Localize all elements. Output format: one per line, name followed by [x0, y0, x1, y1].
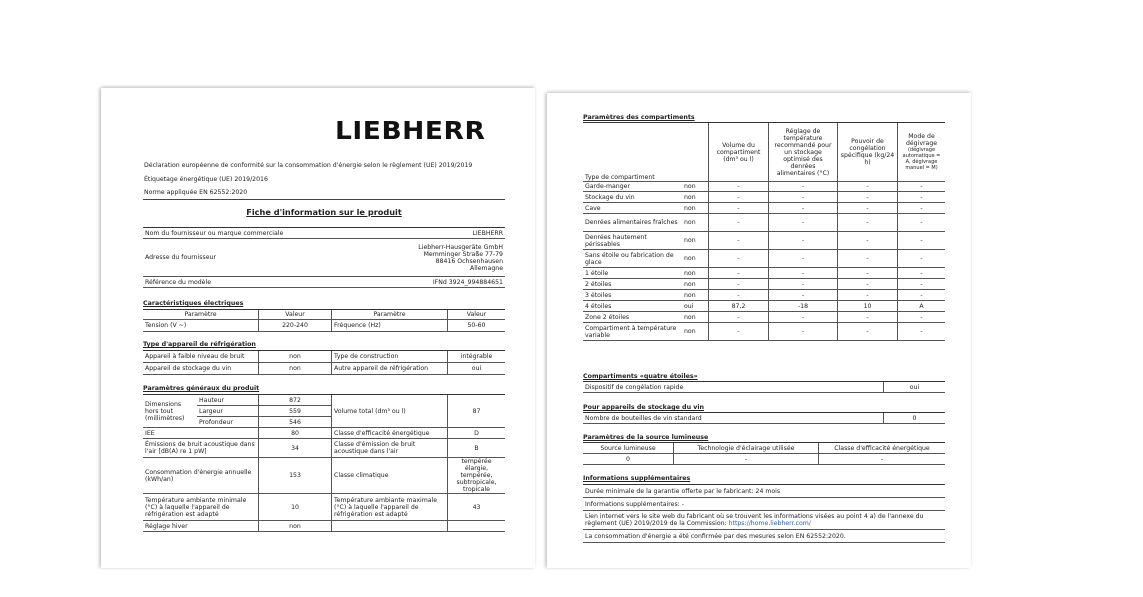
compartment-type: 3 étoiles — [583, 290, 682, 301]
compartment-row — [583, 203, 945, 214]
compartment-cell: 10 — [838, 301, 898, 312]
product-sheet-page-1 — [101, 88, 535, 568]
info-line: La consommation d'énergie a été confirmée par des mesures selon EN 62552:2020. — [583, 530, 945, 543]
cell: Tension (V ~) — [143, 320, 259, 332]
compartment-cell: non — [682, 290, 709, 301]
compartment-cell: non — [682, 268, 709, 279]
cell: Température ambiante maximale (°C) à laquelle l'appareil de réfrigération est adapté — [332, 494, 448, 521]
compartment-cell: - — [898, 279, 946, 290]
compartment-cell: - — [709, 312, 769, 323]
col-header — [682, 123, 709, 182]
col-header: Pouvoir de congélation spécifique (kg/24 h) — [838, 123, 898, 182]
compartment-cell: non — [682, 279, 709, 290]
col-header: Paramètre — [143, 310, 259, 320]
compartment-cell: - — [709, 268, 769, 279]
cell: Appareil de stockage du vin — [143, 363, 259, 375]
divider — [143, 199, 505, 200]
compartment-cell: - — [769, 279, 838, 290]
cell: Classe d'émission de bruit acoustique dans l'air — [332, 439, 448, 458]
compartment-cell: - — [838, 279, 898, 290]
compartment-cell: - — [769, 232, 838, 250]
info-line: Lien internet vers le site web du fabricant où se trouvent les informations visées au point 4 a) de l'annexe du règlement (UE) 2019/2019 de la Commission: https://home.liebherr.com/ — [583, 511, 945, 530]
cell: 80 — [259, 428, 332, 439]
compartment-cell: non — [682, 192, 709, 203]
cell: Classe d'efficacité énergétique — [332, 428, 448, 439]
compartment-cell: - — [709, 250, 769, 268]
section-four-star: Compartiments «quatre étoiles» — [583, 373, 698, 380]
compartment-type: 1 étoile — [583, 268, 682, 279]
col-header: Volume du compartiment (dm³ ou l) — [709, 123, 769, 182]
compartment-cell: - — [769, 192, 838, 203]
cell: Température ambiante minimale (°C) à laquelle l'appareil de réfrigération est adapté — [143, 494, 259, 521]
col-header: Valeur — [259, 310, 332, 320]
model-value: IFNd 3924_994884651 — [366, 277, 505, 288]
compartment-cell: - — [769, 268, 838, 279]
cell: Autre appareil de réfrigération — [332, 363, 448, 375]
compartment-cell: non — [682, 214, 709, 232]
cell: Classe climatique — [332, 458, 448, 494]
address-value: Liebherr-Hausgeräte GmbH Memminger Straße 77-79 88416 Ochsenhausen Allemagne — [366, 239, 505, 277]
compartment-cell: - — [898, 181, 946, 192]
cell: - — [674, 454, 819, 465]
cell: 34 — [259, 439, 332, 458]
compartment-cell: - — [838, 232, 898, 250]
compartment-row — [583, 290, 945, 301]
compartment-type: Sans étoile ou fabrication de glace — [583, 250, 682, 268]
compartment-cell: - — [898, 250, 946, 268]
dimensions-label: Dimensions hors tout (millimètres) — [143, 395, 197, 428]
compartment-cell: - — [709, 181, 769, 192]
compartment-cell: - — [769, 181, 838, 192]
col-header: Mode de dégivrage (dégivrage automatique = A, dégivrage manuel = M) — [898, 123, 946, 182]
dim-name: Profondeur — [197, 417, 259, 428]
compartment-row — [583, 279, 945, 290]
compartment-cell: - — [709, 279, 769, 290]
section-fridge-type: Type d'appareil de réfrigération — [143, 341, 256, 348]
compartment-cell: - — [838, 312, 898, 323]
header-line-2: Étiquetage énergétique (UE) 2019/2016 — [144, 176, 268, 183]
cell: 0 — [884, 413, 946, 424]
compartment-cell: - — [838, 203, 898, 214]
address-label: Adresse du fournisseur — [143, 239, 366, 277]
compartment-cell: non — [682, 203, 709, 214]
compartment-type: Denrées alimentaires fraîches — [583, 214, 682, 232]
compartment-cell: - — [709, 232, 769, 250]
cell: Nombre de bouteilles de vin standard — [583, 413, 884, 424]
compartment-type: 2 étoiles — [583, 279, 682, 290]
compartment-cell: oui — [682, 301, 709, 312]
dim-name: Largeur — [197, 406, 259, 417]
cell: non — [259, 351, 332, 363]
supplier-label: Nom du fournisseur ou marque commerciale — [143, 228, 366, 239]
section-wine: Pour appareils de stockage du vin — [583, 404, 704, 411]
compartment-row — [583, 323, 945, 341]
section-general: Paramètres généraux du produit — [143, 385, 260, 392]
compartment-type: Zone 2 étoiles — [583, 312, 682, 323]
cell: intégrable — [448, 351, 506, 363]
compartment-cell: - — [898, 214, 946, 232]
cell: Consommation d'énergie annuelle (kWh/an) — [143, 458, 259, 494]
product-sheet-page-2 — [547, 93, 971, 568]
compartment-cell: - — [709, 323, 769, 341]
manufacturer-link[interactable]: https://home.liebherr.com/ — [728, 520, 811, 527]
cell: Réglage hiver — [143, 521, 259, 532]
cell: Émissions de bruit acoustique dans l'air [dB(A) re 1 pW] — [143, 439, 259, 458]
compartment-cell: non — [682, 181, 709, 192]
compartment-cell: -18 — [769, 301, 838, 312]
cell: non — [259, 521, 332, 532]
dim-name: Hauteur — [197, 395, 259, 406]
compartment-cell: 87,2 — [709, 301, 769, 312]
dim-value: 872 — [259, 395, 332, 406]
cell: oui — [448, 363, 506, 375]
compartment-cell: - — [898, 192, 946, 203]
electrical-table — [143, 309, 505, 332]
cell: Type de construction — [332, 351, 448, 363]
compartment-cell: - — [769, 312, 838, 323]
col-header: Paramètre — [332, 310, 448, 320]
compartment-cell: - — [898, 268, 946, 279]
compartment-type: Cave — [583, 203, 682, 214]
section-light: Paramètres de la source lumineuse — [583, 434, 709, 441]
compartment-cell: A — [898, 301, 946, 312]
compartment-cell: - — [838, 323, 898, 341]
cell: - — [819, 454, 946, 465]
cell: B — [448, 439, 506, 458]
col-header: Type de compartiment — [583, 123, 682, 182]
cell: 10 — [259, 494, 332, 521]
compartment-row — [583, 181, 945, 192]
compartment-row — [583, 214, 945, 232]
supplier-value: LIEBHERR — [366, 228, 505, 239]
compartment-cell: - — [898, 290, 946, 301]
compartment-cell: - — [898, 232, 946, 250]
compartment-cell: - — [709, 192, 769, 203]
compartment-cell: - — [769, 323, 838, 341]
compartment-type: Garde-manger — [583, 181, 682, 192]
compartment-cell: non — [682, 312, 709, 323]
compartment-cell: - — [898, 312, 946, 323]
compartment-cell: non — [682, 232, 709, 250]
compartment-cell: - — [898, 203, 946, 214]
compartment-cell: - — [838, 181, 898, 192]
cell: Fréquence (Hz) — [332, 320, 448, 332]
compartment-row — [583, 192, 945, 203]
header-line-3: Norme appliquée EN 62552:2020 — [144, 189, 248, 196]
compartment-cell: - — [769, 250, 838, 268]
compartment-cell: - — [898, 323, 946, 341]
compartment-type: Stockage du vin — [583, 192, 682, 203]
header-line-1: Déclaration européenne de conformité sur la consommation d'énergie selon le règlement (UE) 2019/2019 — [144, 162, 473, 169]
compartment-cell: - — [769, 203, 838, 214]
compartment-type: Denrées hautement périssables — [583, 232, 682, 250]
compartment-cell: - — [769, 290, 838, 301]
cell — [332, 521, 448, 532]
compartment-row — [583, 301, 945, 312]
section-electrical: Caractéristiques électriques — [143, 300, 244, 307]
cell: tempérée élargie, tempérée, subtropicale, tropicale — [448, 458, 506, 494]
compartment-type: 4 étoiles — [583, 301, 682, 312]
compartment-cell: - — [838, 214, 898, 232]
cell: IEE — [143, 428, 259, 439]
section-info: Informations supplémentaires — [583, 475, 691, 482]
cell: 0 — [583, 454, 674, 465]
volume-label: Volume total (dm³ ou l) — [332, 395, 448, 428]
cell: 220-240 — [259, 320, 332, 332]
compartment-cell: - — [709, 290, 769, 301]
cell: Dispositif de congélation rapide — [583, 382, 884, 393]
compartment-cell: - — [709, 203, 769, 214]
compartment-cell: non — [682, 250, 709, 268]
compartment-row — [583, 232, 945, 250]
cell: non — [259, 363, 332, 375]
col-header: Valeur — [448, 310, 506, 320]
cell: oui — [884, 382, 946, 393]
cell: 50-60 — [448, 320, 506, 332]
col-header: Technologie d'éclairage utilisée — [674, 443, 819, 454]
info-line: Durée minimale de la garantie offerte par le fabricant: 24 mois — [583, 485, 945, 498]
compartment-cell: non — [682, 323, 709, 341]
supplier-table — [143, 227, 505, 288]
compartment-type: Compartiment à température variable — [583, 323, 682, 341]
cell: 153 — [259, 458, 332, 494]
model-label: Référence du modèle — [143, 277, 366, 288]
page-title: Fiche d'information sur le produit — [246, 207, 402, 217]
compartment-cell: - — [838, 268, 898, 279]
compartments-rows — [583, 181, 945, 341]
compartment-row — [583, 268, 945, 279]
wine-table — [583, 412, 945, 424]
info-line: Informations supplémentaires: - — [583, 498, 945, 511]
compartment-row — [583, 312, 945, 323]
compartment-cell: - — [838, 250, 898, 268]
info-table — [583, 484, 945, 543]
liebherr-logo: LIEBHERR — [335, 116, 486, 145]
compartment-cell: - — [838, 290, 898, 301]
volume-value: 87 — [448, 395, 506, 428]
section-compartments: Paramètres des compartiments — [583, 114, 695, 121]
col-header: Source lumineuse — [583, 443, 674, 454]
cell: D — [448, 428, 506, 439]
col-header: Classe d'efficacité énergétique — [819, 443, 946, 454]
col-header: Réglage de température recommandé pour un stockage optimisé des denrées alimentaires (°C) — [769, 123, 838, 182]
four-star-table — [583, 381, 945, 393]
compartment-cell: - — [838, 192, 898, 203]
compartment-cell: - — [709, 214, 769, 232]
cell: Appareil à faible niveau de bruit — [143, 351, 259, 363]
cell — [448, 521, 506, 532]
compartment-cell: - — [769, 214, 838, 232]
light-table — [583, 442, 945, 465]
dim-value: 546 — [259, 417, 332, 428]
general-table — [143, 394, 505, 532]
compartment-row — [583, 250, 945, 268]
cell: 43 — [448, 494, 506, 521]
dim-value: 559 — [259, 406, 332, 417]
compartments-table — [583, 122, 945, 182]
fridge-type-table — [143, 350, 505, 375]
